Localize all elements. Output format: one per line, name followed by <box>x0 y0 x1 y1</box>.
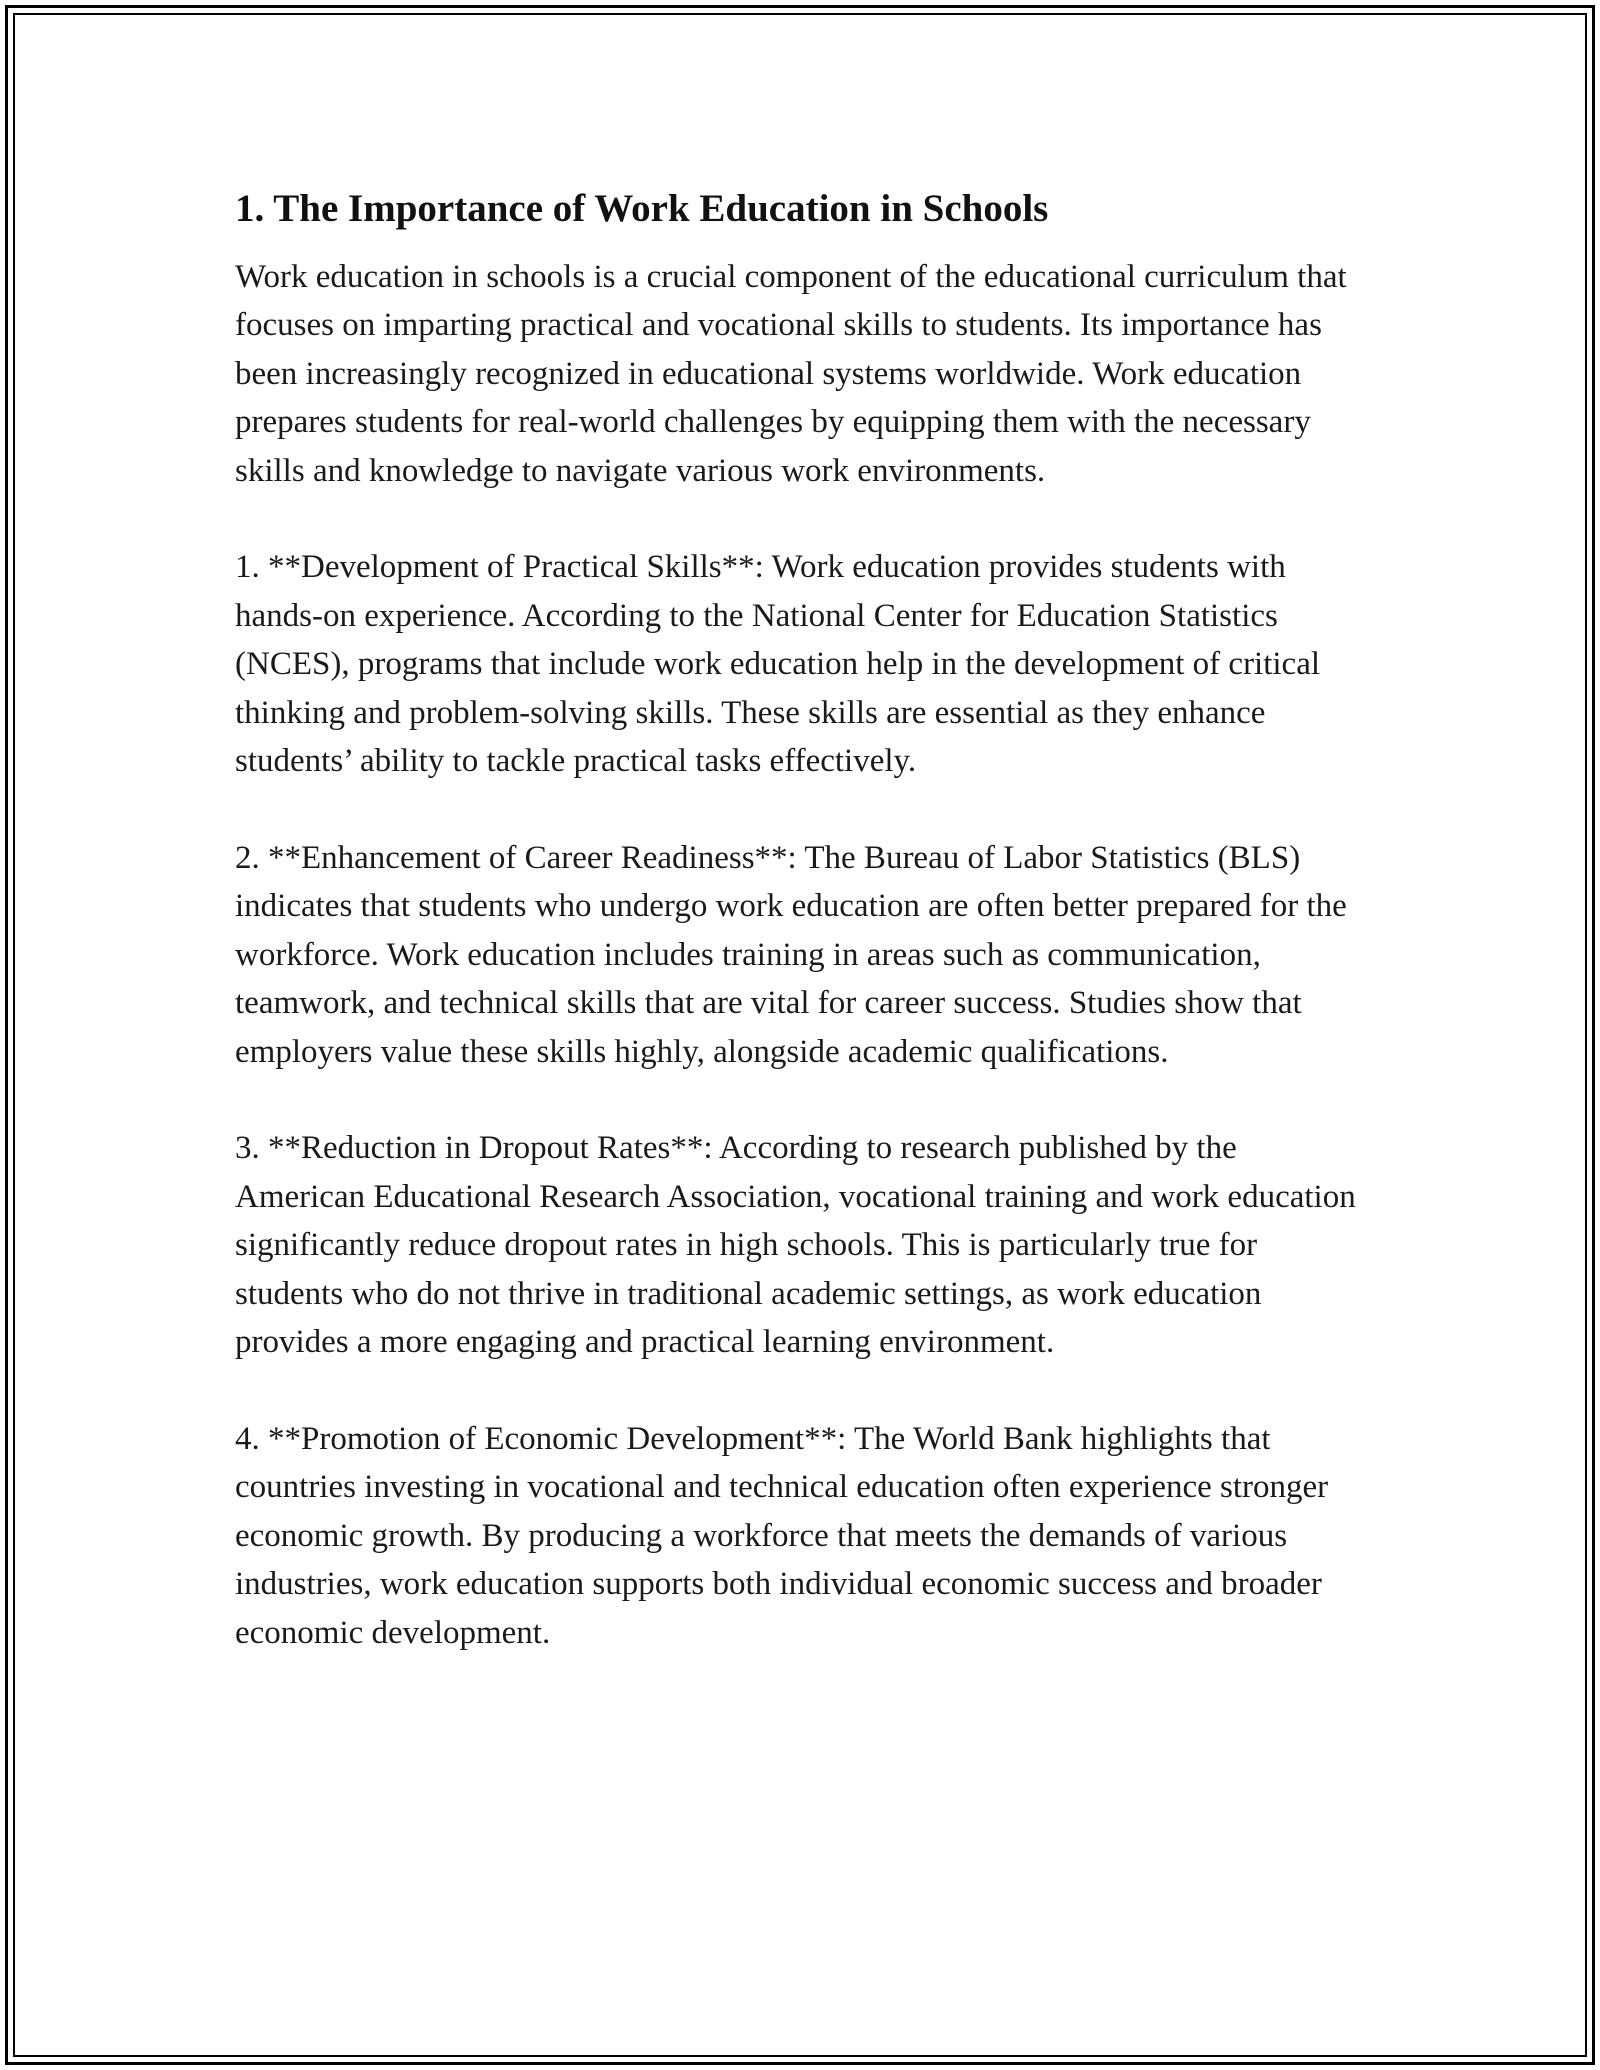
section-heading: 1. The Importance of Work Education in Schools <box>235 187 1049 230</box>
point-dropout-rates: 3. **Reduction in Dropout Rates**: According to research published by the American Educational Research Association, vocational training and work education significantly reduce dropout rates in high schools. This is particularly true for students who do not thrive in traditional academic settings, as work education provides a more engaging and practical learning environment. <box>235 1130 1356 1361</box>
point-practical-skills: 1. **Development of Practical Skills**: Work education provides students with hands-on experience. According to the National Center for Education Statistics (NCES), programs that include work education help in the development of critical thinking and problem-solving skills. These skills are essential as they enhance students’ ability to tackle practical tasks effectively. <box>235 549 1321 780</box>
document-body <box>235 184 1365 1657</box>
intro-paragraph: Work education in schools is a crucial component of the educational curriculum that focuses on imparting practical and vocational skills to students. Its importance has been increasingly recognized in educational systems worldwide. Work education prepares students for real-world challenges by equipping them with the necessary skills and knowledge to navigate various work environments. <box>235 258 1347 489</box>
point-career-readiness: 2. **Enhancement of Career Readiness**: The Bureau of Labor Statistics (BLS) indicates that students who undergo work education are often better prepared for the workforce. Work education includes training in areas such as communication, teamwork, and technical skills that are vital for career success. Studies show that employers value these skills highly, alongside academic qualifications. <box>235 839 1347 1070</box>
point-economic-development: 4. **Promotion of Economic Development**: The World Bank highlights that countries investing in vocational and technical education often experience stronger economic growth. By producing a workforce that meets the demands of various industries, work education supports both individual economic success and broader economic development. <box>235 1420 1329 1651</box>
